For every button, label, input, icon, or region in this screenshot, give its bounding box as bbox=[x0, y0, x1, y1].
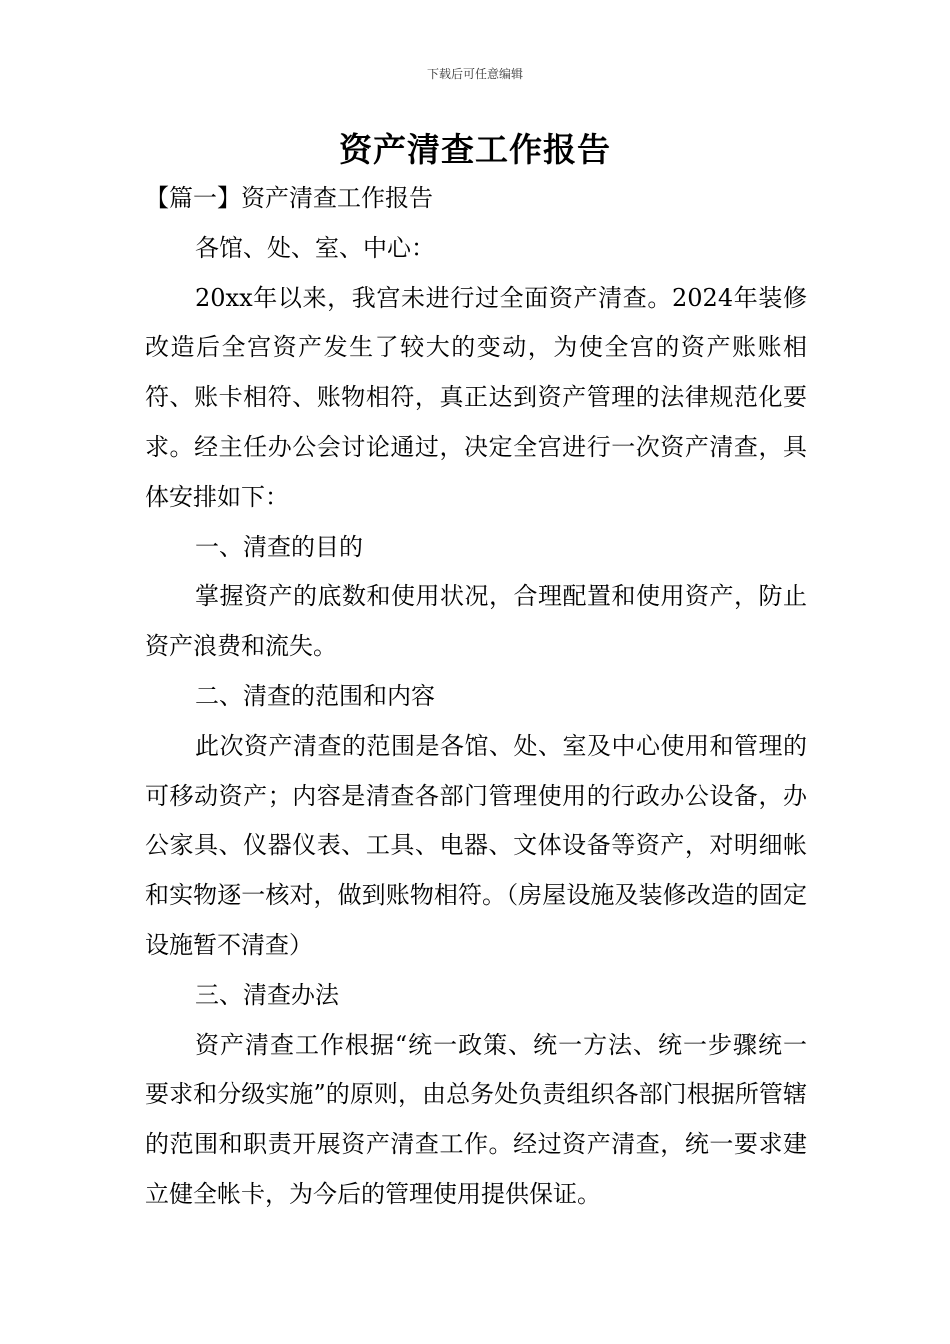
purpose-paragraph: 掌握资产的底数和使用状况，合理配置和使用资产，防止资产浪费和流失。 bbox=[145, 582, 807, 661]
heading-scope: 二、清查的范围和内容 bbox=[195, 681, 435, 710]
intro-paragraph: 20xx年以来，我宫未进行过全面资产清查。2024年装修改造后全宫资产发生了较大的变动，为使全宫的资产账账相符、账卡相符、账物相符，真正达到资产管理的法律规范化要求。经主任办公会讨论通过，决定全宫进行一次资产清查，具体安排如下： bbox=[145, 283, 807, 511]
heading-method: 三、清查办法 bbox=[195, 980, 339, 1009]
document-body bbox=[145, 174, 807, 1220]
salutation: 各馆、处、室、中心： bbox=[195, 233, 435, 262]
heading-purpose: 一、清查的目的 bbox=[195, 532, 363, 561]
scope-paragraph: 此次资产清查的范围是各馆、处、室及中心使用和管理的可移动资产；内容是清查各部门管理使用的行政办公设备，办公家具、仪器仪表、工具、电器、文体设备等资产，对明细帐和实物逐一核对，做到账物相符。（房屋设施及装修改造的固定设施暂不清查） bbox=[145, 731, 807, 959]
header-note: 下载后可任意编辑 bbox=[426, 67, 523, 81]
document-title: 资产清查工作报告 bbox=[339, 130, 611, 169]
section-heading-part-one: 【篇一】资产清查工作报告 bbox=[145, 184, 433, 212]
method-paragraph: 资产清查工作根据“统一政策、统一方法、统一步骤统一要求和分级实施”的原则，由总务处负责组织各部门根据所管辖的范围和职责开展资产清查工作。经过资产清查，统一要求建立健全帐卡，为今后的管理使用提供保证。 bbox=[145, 1030, 807, 1208]
